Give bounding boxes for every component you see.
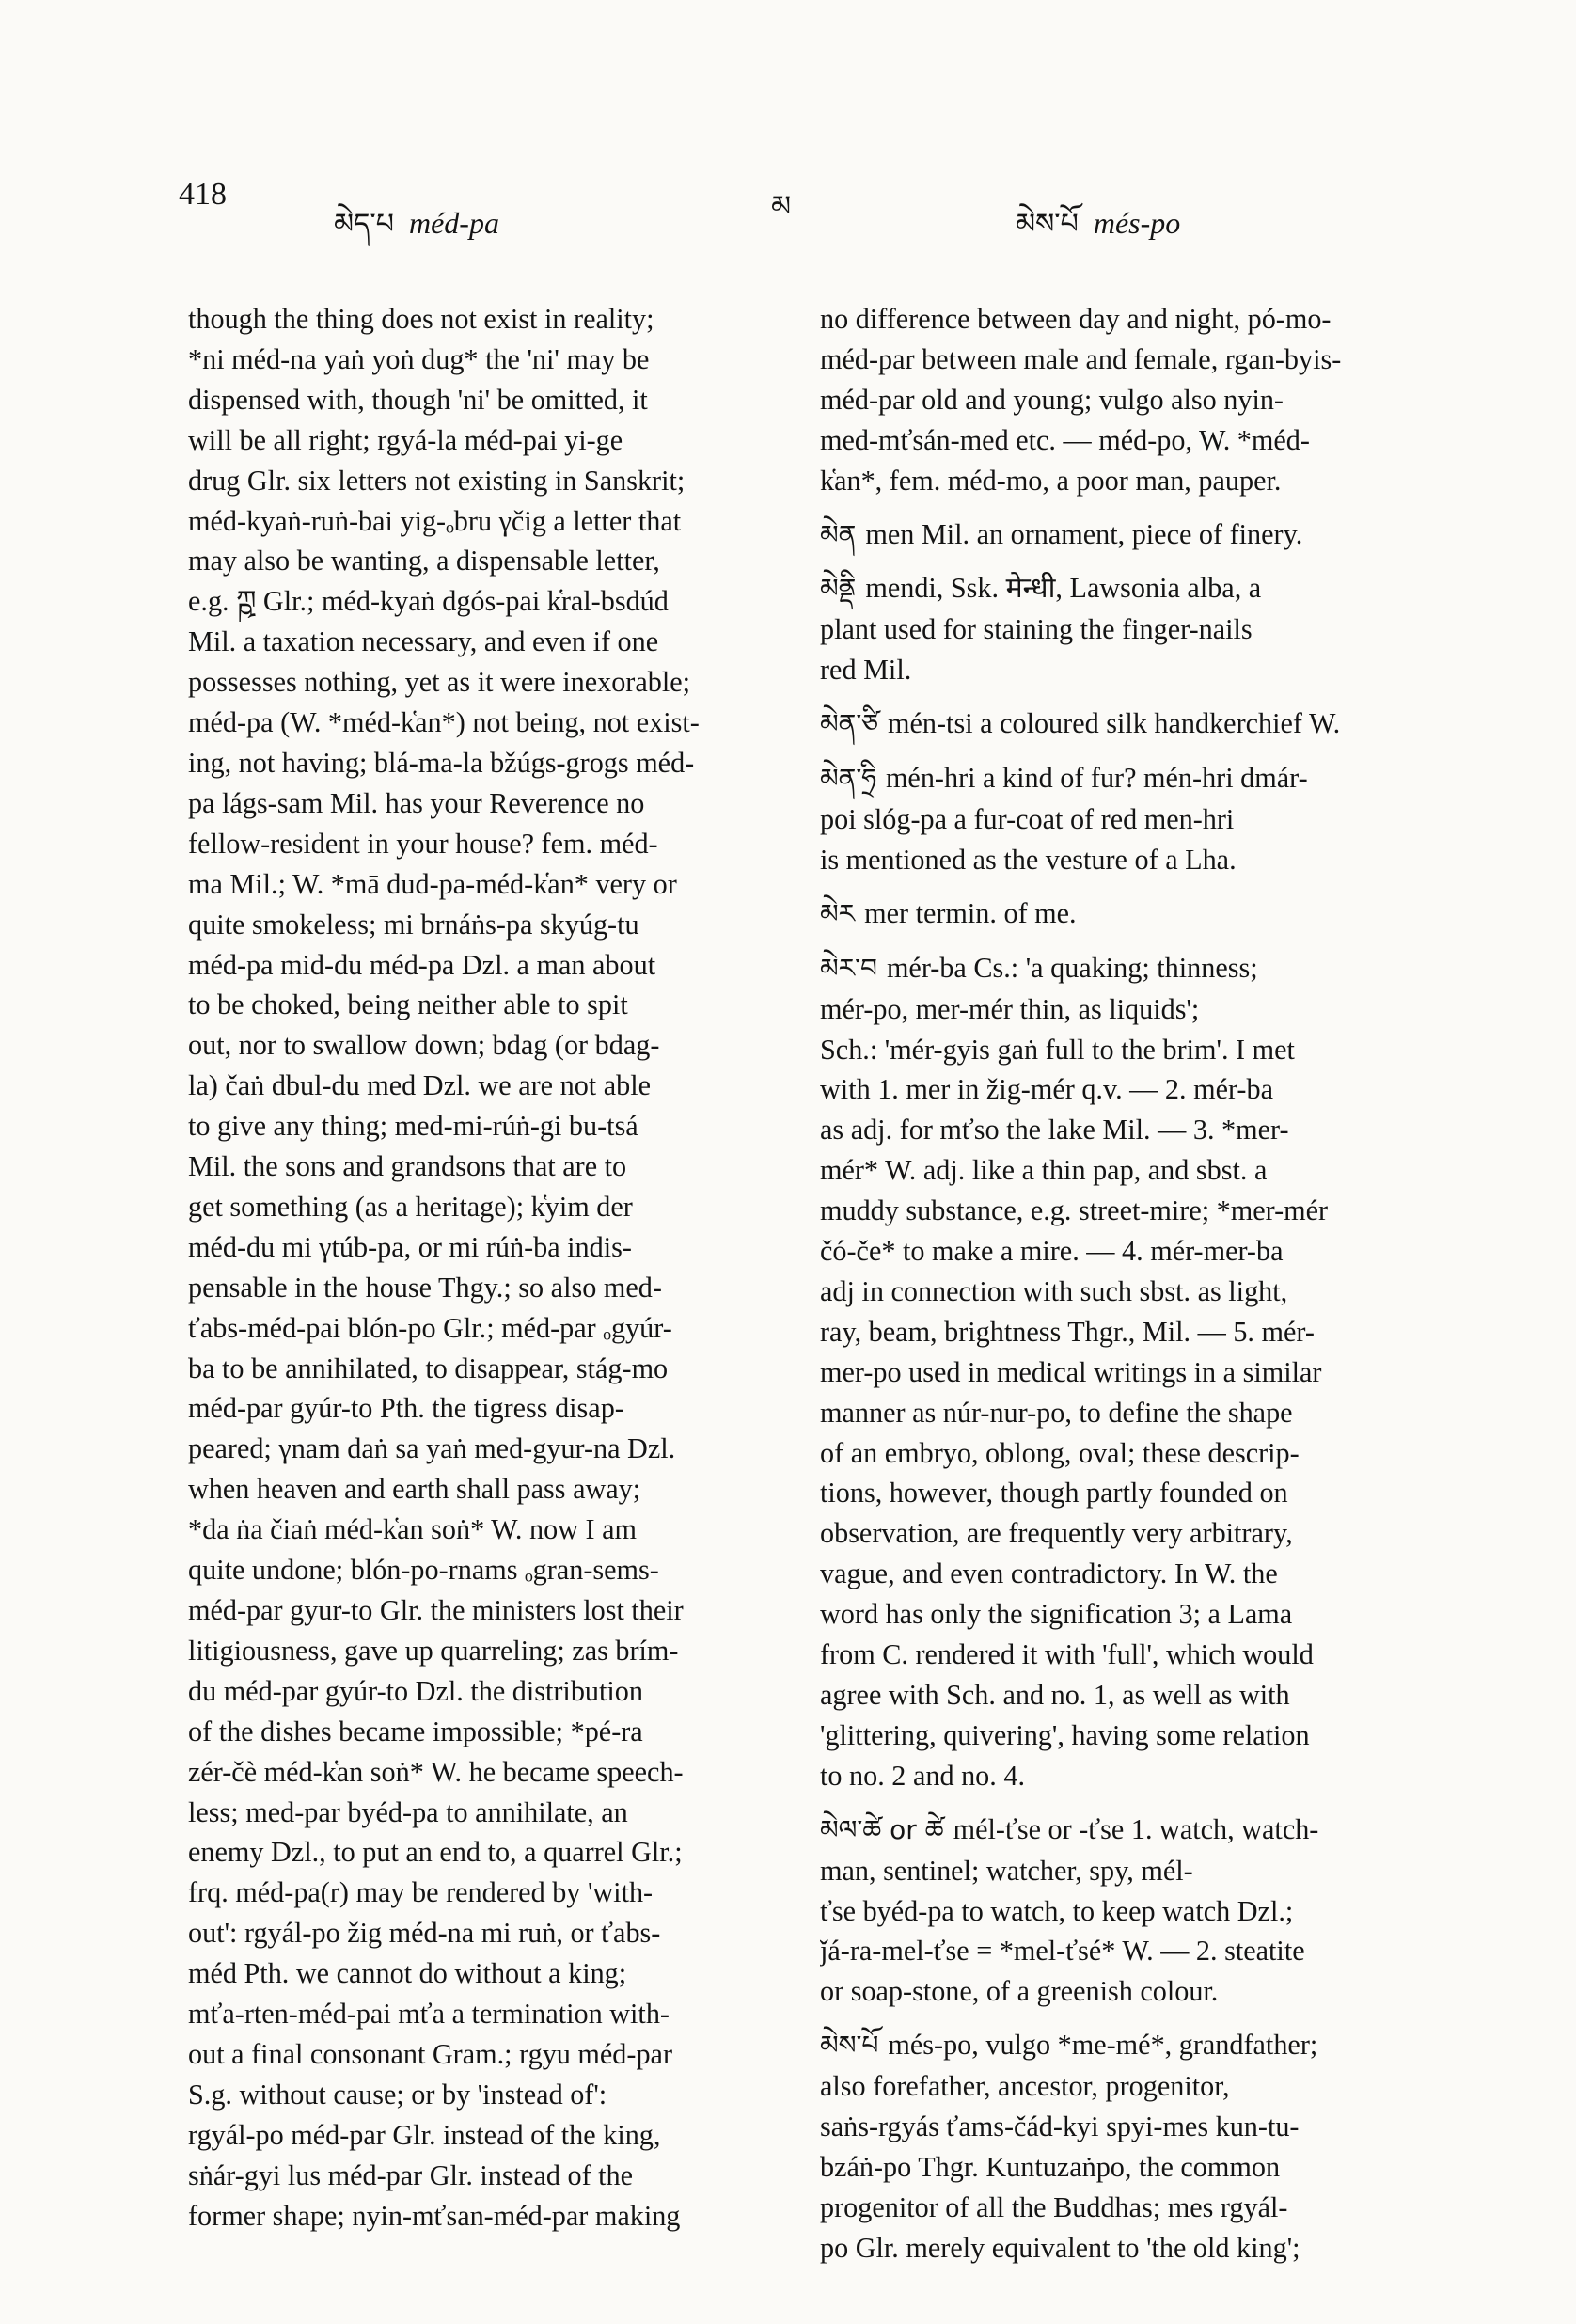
left-column-line: méd-kyaṅ-ruṅ-bai yig-ₒbru γčig a letter that [188,504,682,537]
entry-line: red Mil. [820,654,912,687]
left-column-line: quite smokeless; mi brnáṅs-pa skyúg-tu [188,908,639,941]
left-column-line: enemy Dzl., to put an end to, a quarrel Glr.; [188,1836,683,1869]
entry-line: més-po, vulgo *me-mé*, grandfather; [888,2029,1318,2062]
right-column-intro-line: méd-par between male and female, rgan-byis- [820,342,1342,375]
entry-line: poi slóg-pa a fur-coat of red men-hri [820,802,1235,835]
entry-headword-tibetan: མེར་བ [820,952,877,984]
left-column-line: méd-pa (W. *méd-k̔an*) not being, not exist- [188,706,700,739]
entry-headword-tibetan: མེན [820,518,857,550]
running-header-center [771,175,798,254]
left-column-line: *ni méd-na yaṅ yoṅ dug* the 'ni' may be [188,342,650,375]
left-column-line: former shape; nyin-mťsan-méd-par making [188,2199,681,2232]
header-right-translit: més-po [1093,206,1181,240]
entry-line: of an embryo, oblong, oval; these descrip- [820,1436,1300,1469]
entry-line: čó-če* to make a mire. — 4. mér-mer-ba [820,1235,1284,1268]
entry-line: man, sentinel; watcher, spy, mél- [820,1854,1193,1887]
left-column-line: peared; γnam daṅ sa yaṅ med-gyur-na Dzl. [188,1432,676,1465]
entry-line: muddy substance, e.g. street-mire; *mer-mér [820,1194,1329,1227]
dictionary-entry [820,704,1431,745]
left-column-line: out': rgyál-po žig méd-na mi ruṅ, or ťabs- [188,1917,661,1950]
left-column-line: méd-pa mid-du méd-pa Dzl. a man about [188,948,656,981]
left-column-line: e.g. ཀྵ Glr.; méd-kyaṅ dgós-pai k̔ral-bsdúd [188,585,669,618]
entry-list [820,514,1431,2269]
entry-line: or soap-stone, of a greenish colour. [820,1975,1219,2008]
right-column-intro-line: méd-par old and young; vulgo also nyin- [820,383,1284,416]
entry-line: ťse byéd-pa to watch, to keep watch Dzl.; [820,1894,1294,1927]
entry-line: mén-tsi a coloured silk handkerchief W. [888,707,1341,740]
header-left-tibetan: མེད་པ [334,208,394,241]
entry-line: po Glr. merely equivalent to 'the old king'; [820,2231,1300,2264]
entry-line: tions, however, though partly founded on [820,1477,1288,1510]
dictionary-entry [820,1810,1431,2013]
entry-line: from C. rendered it with 'full', which would [820,1638,1314,1671]
left-column-line: méd Pth. we cannot do without a king; [188,1957,627,1990]
left-column-line: ba to be annihilated, to disappear, stág-mo [188,1352,669,1384]
left-column-line: when heaven and earth shall pass away; [188,1473,641,1506]
entry-line: mél-ťse or -ťse 1. watch, watch- [953,1812,1319,1845]
left-column-line: less; med-par byéd-pa to annihilate, an [188,1795,628,1828]
right-column-intro-line: med-mťsán-med etc. — méd-po, W. *méd- [820,423,1310,456]
entry-line: as adj. for mťso the lake Mil. — 3. *mer- [820,1114,1289,1146]
entry-headword-tibetan: མེས་པོ [820,2030,879,2062]
left-column-line: la) čaṅ dbul-du med Dzl. we are not able [188,1069,652,1102]
entry-line: with 1. mer in žig-mér q.v. — 2. mér-ba [820,1073,1273,1106]
entry-line: ǰá-ra-mel-ťse = *mel-ťsé* W. — 2. steatite [820,1935,1305,1968]
left-column-line: of the dishes became impossible; *pé-ra [188,1715,643,1747]
right-column [820,299,1431,2269]
entry-headword-tibetan: མེལ་ཚེ or ཚེ [820,1813,944,1845]
entry-line: mendi, Ssk. मेन्धी, Lawsonia alba, a [865,572,1262,605]
entry-headword-tibetan: མེནྡི [820,573,857,605]
left-column-line: drug Glr. six letters not existing in Sanskrit; [188,464,686,497]
entry-headword-tibetan: མེན་ཧྲི [820,763,876,795]
header-left-translit: méd-pa [408,206,499,240]
left-column-line: ťabs-méd-pai blón-po Glr.; méd-par ₒgyúr- [188,1311,672,1344]
left-column-line: to give any thing; med-mi-rúṅ-gi bu-tsá [188,1110,638,1143]
entry-line: Sch.: 'mér-gyis gaṅ full to the brim'. I met [820,1033,1295,1066]
right-column-intro-line: k̔an*, fem. méd-mo, a poor man, pauper. [820,464,1282,497]
entry-line: mer-po used in medical writings in a similar [820,1355,1322,1388]
left-column-line: mťa-rten-méd-pai mťa a termination with- [188,1998,670,2031]
running-header-left [334,193,499,272]
left-column-line: Mil. a taxation necessary, and even if one [188,625,659,658]
left-column-line: out a final consonant Gram.; rgyu méd-par [188,2037,673,2070]
left-column-line: méd-du mi γtúb-pa, or mi rúṅ-ba indis- [188,1230,632,1263]
dictionary-entry [820,2025,1431,2268]
left-column-line: Mil. the sons and grandsons that are to [188,1150,627,1183]
dictionary-entry [820,568,1431,690]
entry-line: plant used for staining the finger-nails [820,613,1253,646]
entry-line: mer termin. of me. [864,896,1077,929]
entry-line: agree with Sch. and no. 1, as well as with [820,1679,1290,1711]
left-column-line: will be all right; rgyá-la méd-pai yi-ge [188,423,623,456]
left-column-line: sṅár-gyi lus méd-par Glr. instead of the [188,2158,634,2191]
left-column-line: out, nor to swallow down; bdag (or bdag- [188,1029,660,1062]
entry-line: observation, are frequently very arbitrary, [820,1517,1293,1550]
entry-line: bzáṅ-po Thgr. Kuntuzaṅpo, the common [820,2150,1281,2183]
left-column-line: pensable in the house Thgy.; so also med- [188,1271,662,1304]
left-column-line: méd-par gyur-to Glr. the ministers lost their [188,1594,684,1626]
dictionary-entry [820,514,1431,556]
right-column-intro-line: no difference between day and night, pó-mo- [820,303,1332,335]
entry-line: saṅs-rgyás ťams-čád-kyi spyi-mes kun-tu- [820,2111,1300,2143]
entry-line: also forefather, ancestor, progenitor, [820,2070,1230,2103]
left-column-line: du méd-par gyúr-to Dzl. the distribution [188,1674,643,1707]
left-column-line: litigiousness, gave up quarreling; zas brím- [188,1634,679,1667]
header-center-tibetan: མ [771,190,792,223]
page-number: 418 [179,177,227,212]
left-column-line: frq. méd-pa(r) may be rendered by 'with- [188,1876,654,1909]
entry-line: mér-ba Cs.: 'a quaking; thinness; [886,951,1258,984]
left-column [188,299,820,2237]
entry-headword-tibetan: མེན་ཙི [820,708,879,740]
left-column-line: may also be wanting, a dispensable letter, [188,545,660,577]
left-column-line: though the thing does not exist in reality; [188,303,654,335]
entry-line: vague, and even contradictory. In W. the [820,1557,1278,1590]
entry-line: adj in connection with such sbst. as light, [820,1274,1288,1307]
entry-line: mén-hri a kind of fur? mén-hri dmár- [885,762,1308,795]
entry-line: ray, beam, brightness Thgr., Mil. — 5. mér- [820,1315,1315,1348]
entry-line: men Mil. an ornament, piece of finery. [865,517,1303,550]
entry-line: word has only the signification 3; a Lama [820,1598,1293,1631]
left-column-line: pa lágs-sam Mil. has your Reverence no [188,786,645,819]
right-column-intro [820,299,1431,501]
left-column-line: rgyál-po méd-par Glr. instead of the king, [188,2118,661,2151]
left-column-line: get something (as a heritage); k̔yim der [188,1190,633,1223]
entry-line: mér-po, mer-mér thin, as liquids'; [820,992,1200,1025]
left-column-line: zér-čè méd-k̔an soṅ* W. he became speech- [188,1755,684,1788]
entry-line: manner as núr-nur-po, to define the shape [820,1396,1293,1429]
left-column-line: ma Mil.; W. *mā dud-pa-méd-k̔an* very or [188,867,677,900]
left-column-line: *da ṅa čiaṅ méd-k̔an soṅ* W. now I am [188,1513,638,1546]
entry-line: to no. 2 and no. 4. [820,1759,1026,1792]
left-column-line: possesses nothing, yet as it were inexorable; [188,666,691,699]
dictionary-entry [820,893,1431,935]
left-column-line: S.g. without cause; or by 'instead of': [188,2078,607,2111]
dictionary-entry [820,758,1431,880]
entry-line: progenitor of all the Buddhas; mes rgyál- [820,2190,1288,2223]
header-right-tibetan: མེས་པོ [1016,208,1079,241]
entry-line: is mentioned as the vesture of a Lha. [820,843,1237,876]
running-header-right [1016,193,1180,272]
entry-headword-tibetan: མེར [820,897,856,929]
left-column-line: quite undone; blón-po-rnams ₒgran-sems- [188,1554,659,1587]
left-column-line: dispensed with, though 'ni' be omitted, it [188,383,648,416]
left-column-line: fellow-resident in your house? fem. méd- [188,827,658,860]
entry-line: mér* W. adj. like a thin pap, and sbst. a [820,1154,1268,1187]
entry-line: 'glittering, quivering', having some relation [820,1718,1310,1751]
left-column-line: to be choked, being neither able to spit [188,988,628,1021]
left-column-line: ing, not having; blá-ma-la bžúgs-grogs méd- [188,746,695,779]
left-column-line: méd-par gyúr-to Pth. the tigress disap- [188,1392,624,1425]
dictionary-entry [820,948,1431,1796]
